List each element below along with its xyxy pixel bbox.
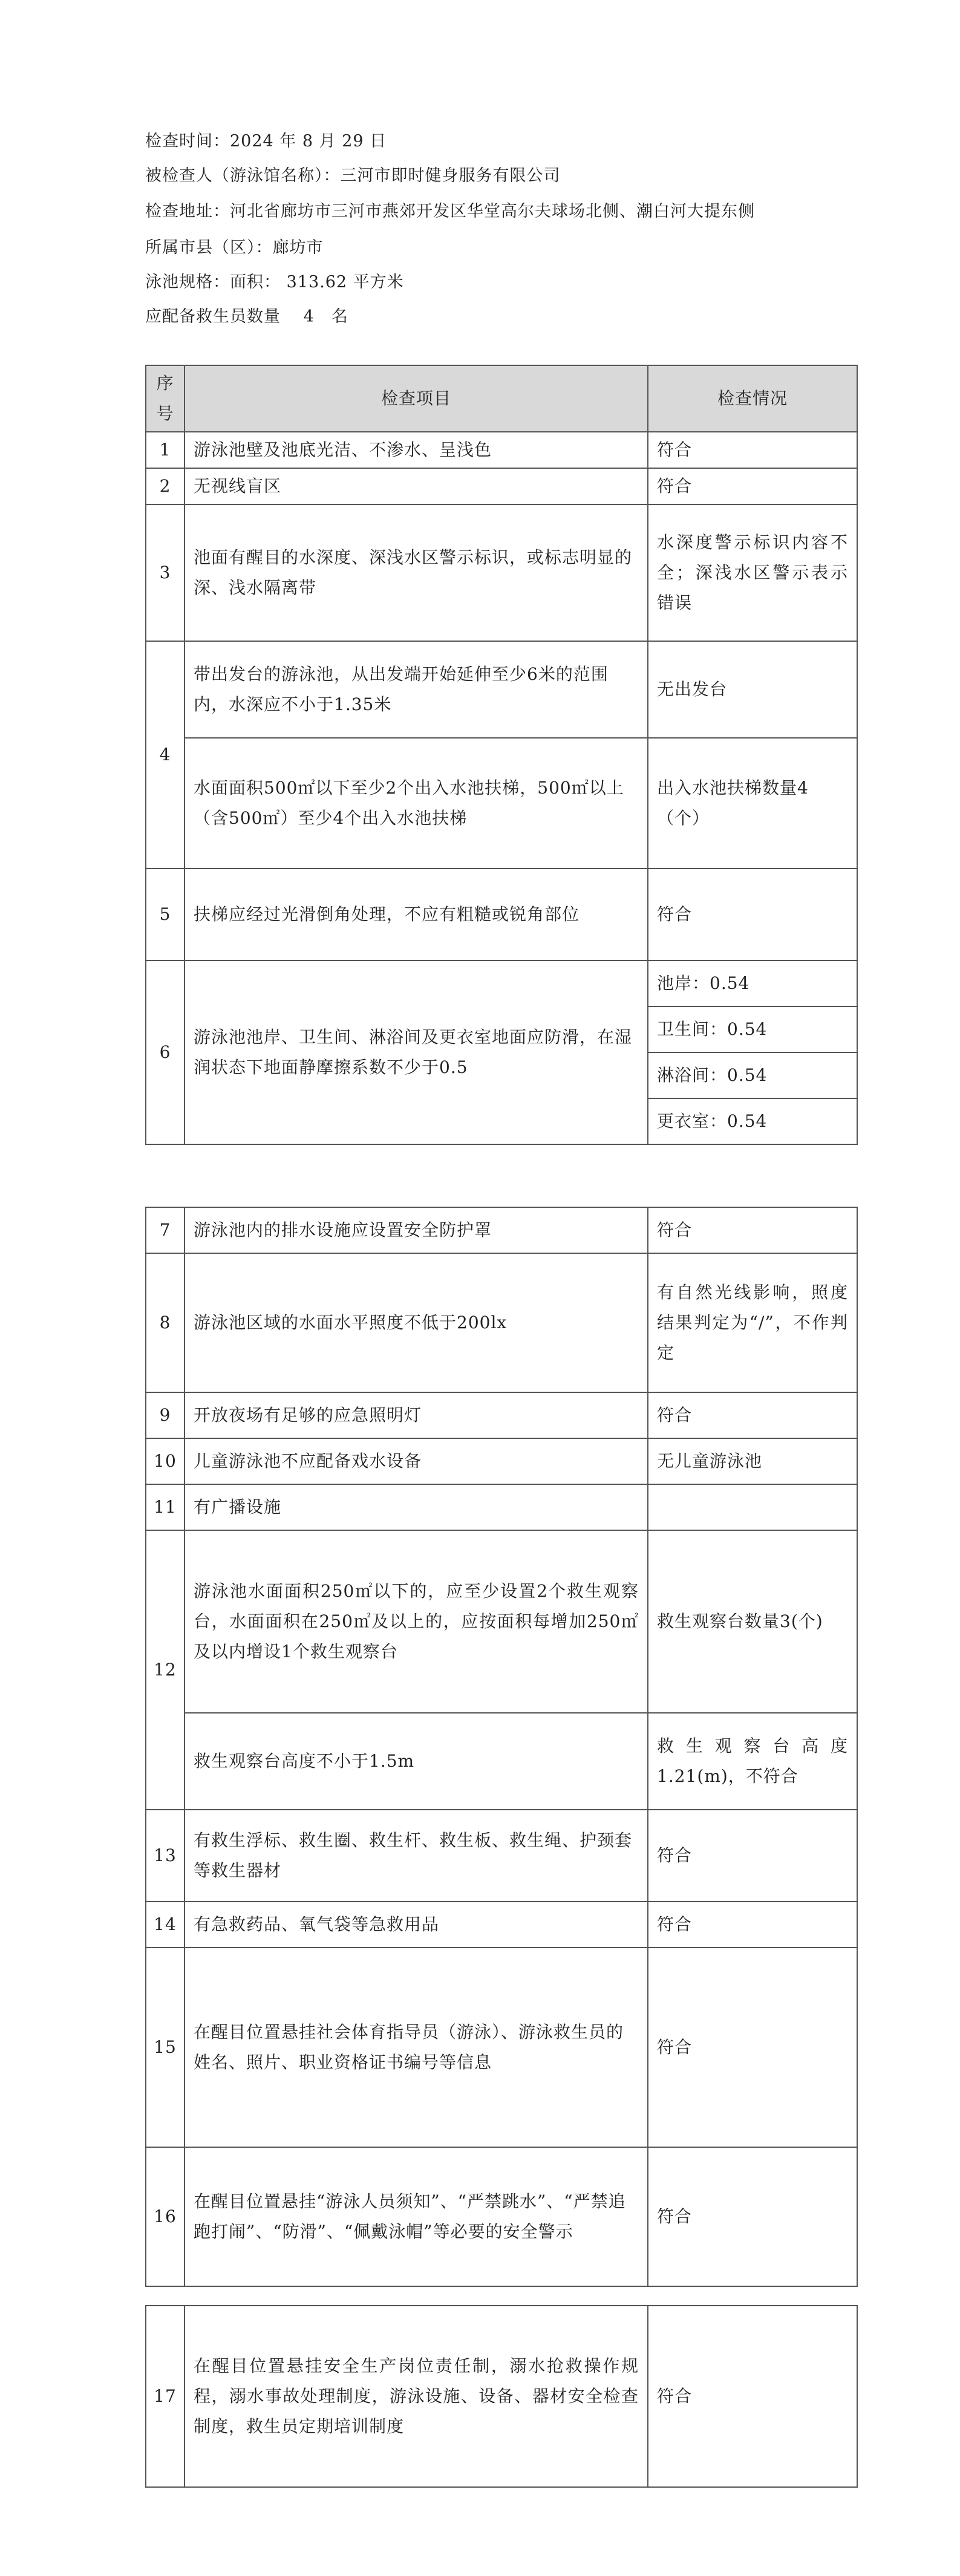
inspection-time: 检查时间：2024 年 8 月 29 日 — [145, 132, 387, 151]
row-item: 在醒目位置悬挂安全生产岗位责任制，溺水抢救操作规程，溺水事故处理制度，游泳设施、设备、器材安全检查制度，救生员定期培训制度 — [184, 2306, 648, 2487]
row-no: 8 — [146, 1253, 184, 1392]
row-result: 符合 — [648, 432, 857, 468]
row-no: 3 — [146, 504, 184, 641]
row-result — [648, 1484, 857, 1530]
row-result: 符合 — [648, 1810, 857, 1902]
row-no: 2 — [146, 468, 184, 504]
table-row — [146, 641, 857, 738]
header-item: 检查项目 — [184, 365, 648, 432]
table-row — [146, 869, 857, 960]
row-item: 游泳池区域的水面水平照度不低于200lx — [184, 1253, 648, 1392]
table-row — [146, 432, 857, 468]
row-result: 出入水池扶梯数量4（个） — [648, 738, 857, 869]
lifeguard-count: 应配备救生员数量 4 名 — [145, 307, 348, 326]
table-row — [146, 2147, 857, 2286]
county: 所属市县（区）：廊坊市 — [145, 238, 324, 257]
table-row — [146, 1207, 857, 1253]
row-result: 更衣室：0.54 — [648, 1098, 857, 1144]
row-item: 有救生浮标、救生圈、救生杆、救生板、救生绳、护颈套等救生器材 — [184, 1810, 648, 1902]
row-no: 1 — [146, 432, 184, 468]
row-no: 14 — [146, 1902, 184, 1948]
row-result: 救生观察台高度1.21(m)，不符合 — [648, 1713, 857, 1810]
row-no: 15 — [146, 1948, 184, 2147]
row-result: 符合 — [648, 468, 857, 504]
table-row — [146, 738, 857, 869]
table-row — [146, 1948, 857, 2147]
row-no: 11 — [146, 1484, 184, 1530]
row-result: 无出发台 — [648, 641, 857, 738]
table-row — [146, 1810, 857, 1902]
pool-spec: 泳池规格：面积： 313.62 平方米 — [145, 273, 404, 292]
row-no: 9 — [146, 1392, 184, 1438]
row-item: 在醒目位置悬挂社会体育指导员（游泳）、游泳救生员的姓名、照片、职业资格证书编号等信息 — [184, 1948, 648, 2147]
row-result: 有自然光线影响，照度结果判定为“/”，不作判定 — [648, 1253, 857, 1392]
inspected-party: 被检查人（游泳馆名称）：三河市即时健身服务有限公司 — [145, 166, 561, 185]
table-row — [146, 1438, 857, 1484]
row-result: 池岸：0.54 — [648, 960, 857, 1006]
inspection-table-part-1 — [145, 365, 858, 1145]
table-row — [146, 1484, 857, 1530]
inspection-table-part-2 — [145, 1207, 858, 2287]
row-item: 带出发台的游泳池，从出发端开始延伸至少6米的范围内，水深应不小于1.35米 — [184, 641, 648, 738]
table-row — [146, 468, 857, 504]
header-result: 检查情况 — [648, 365, 857, 432]
table-row — [146, 1902, 857, 1948]
row-no: 4 — [146, 641, 184, 869]
table-row — [146, 960, 857, 1006]
inspection-info — [145, 124, 871, 334]
row-item: 有广播设施 — [184, 1484, 648, 1530]
table-header-row — [146, 365, 857, 432]
row-result: 卫生间：0.54 — [648, 1006, 857, 1052]
row-item: 水面面积500㎡以下至少2个出入水池扶梯，500㎡以上（含500㎡）至少4个出入水池扶梯 — [184, 738, 648, 869]
table-row — [146, 1530, 857, 1713]
header-no: 序号 — [146, 365, 184, 432]
inspection-address: 检查地址：河北省廊坊市三河市燕郊开发区华堂高尔夫球场北侧、潮白河大提东侧 — [145, 202, 755, 221]
row-result: 符合 — [648, 2147, 857, 2286]
row-result: 淋浴间：0.54 — [648, 1052, 857, 1098]
row-result: 无儿童游泳池 — [648, 1438, 857, 1484]
row-no: 5 — [146, 869, 184, 960]
row-item: 无视线盲区 — [184, 468, 648, 504]
row-item: 救生观察台高度不小于1.5m — [184, 1713, 648, 1810]
row-item: 游泳池壁及池底光洁、不渗水、呈浅色 — [184, 432, 648, 468]
inspection-table-part-3 — [145, 2305, 858, 2488]
row-no: 10 — [146, 1438, 184, 1484]
table-row — [146, 1392, 857, 1438]
row-result: 符合 — [648, 869, 857, 960]
row-no: 17 — [146, 2306, 184, 2487]
row-no: 16 — [146, 2147, 184, 2286]
row-no: 6 — [146, 960, 184, 1144]
row-result: 符合 — [648, 1948, 857, 2147]
row-item: 池面有醒目的水深度、深浅水区警示标识，或标志明显的深、浅水隔离带 — [184, 504, 648, 641]
row-item: 游泳池池岸、卫生间、淋浴间及更衣室地面应防滑，在湿润状态下地面静摩擦系数不少于0.5 — [184, 960, 648, 1144]
row-result: 符合 — [648, 1392, 857, 1438]
row-no: 13 — [146, 1810, 184, 1902]
row-result: 符合 — [648, 1207, 857, 1253]
row-item: 有急救药品、氧气袋等急救用品 — [184, 1902, 648, 1948]
table-row — [146, 1713, 857, 1810]
row-no: 7 — [146, 1207, 184, 1253]
row-no: 12 — [146, 1530, 184, 1810]
row-item: 开放夜场有足够的应急照明灯 — [184, 1392, 648, 1438]
table-row — [146, 1253, 857, 1392]
row-result: 符合 — [648, 2306, 857, 2487]
row-item: 游泳池水面面积250㎡以下的，应至少设置2个救生观察台，水面面积在250㎡及以上的，应按面积每增加250㎡及以内增设1个救生观察台 — [184, 1530, 648, 1713]
row-item: 在醒目位置悬挂“游泳人员须知”、“严禁跳水”、“严禁追跑打闹”、“防滑”、“佩戴泳帽”等必要的安全警示 — [184, 2147, 648, 2286]
table-row — [146, 2306, 857, 2487]
row-item: 儿童游泳池不应配备戏水设备 — [184, 1438, 648, 1484]
row-item: 游泳池内的排水设施应设置安全防护罩 — [184, 1207, 648, 1253]
row-result: 救生观察台数量3(个) — [648, 1530, 857, 1713]
row-result: 符合 — [648, 1902, 857, 1948]
row-result: 水深度警示标识内容不全；深浅水区警示表示错误 — [648, 504, 857, 641]
table-row — [146, 504, 857, 641]
row-item: 扶梯应经过光滑倒角处理，不应有粗糙或锐角部位 — [184, 869, 648, 960]
